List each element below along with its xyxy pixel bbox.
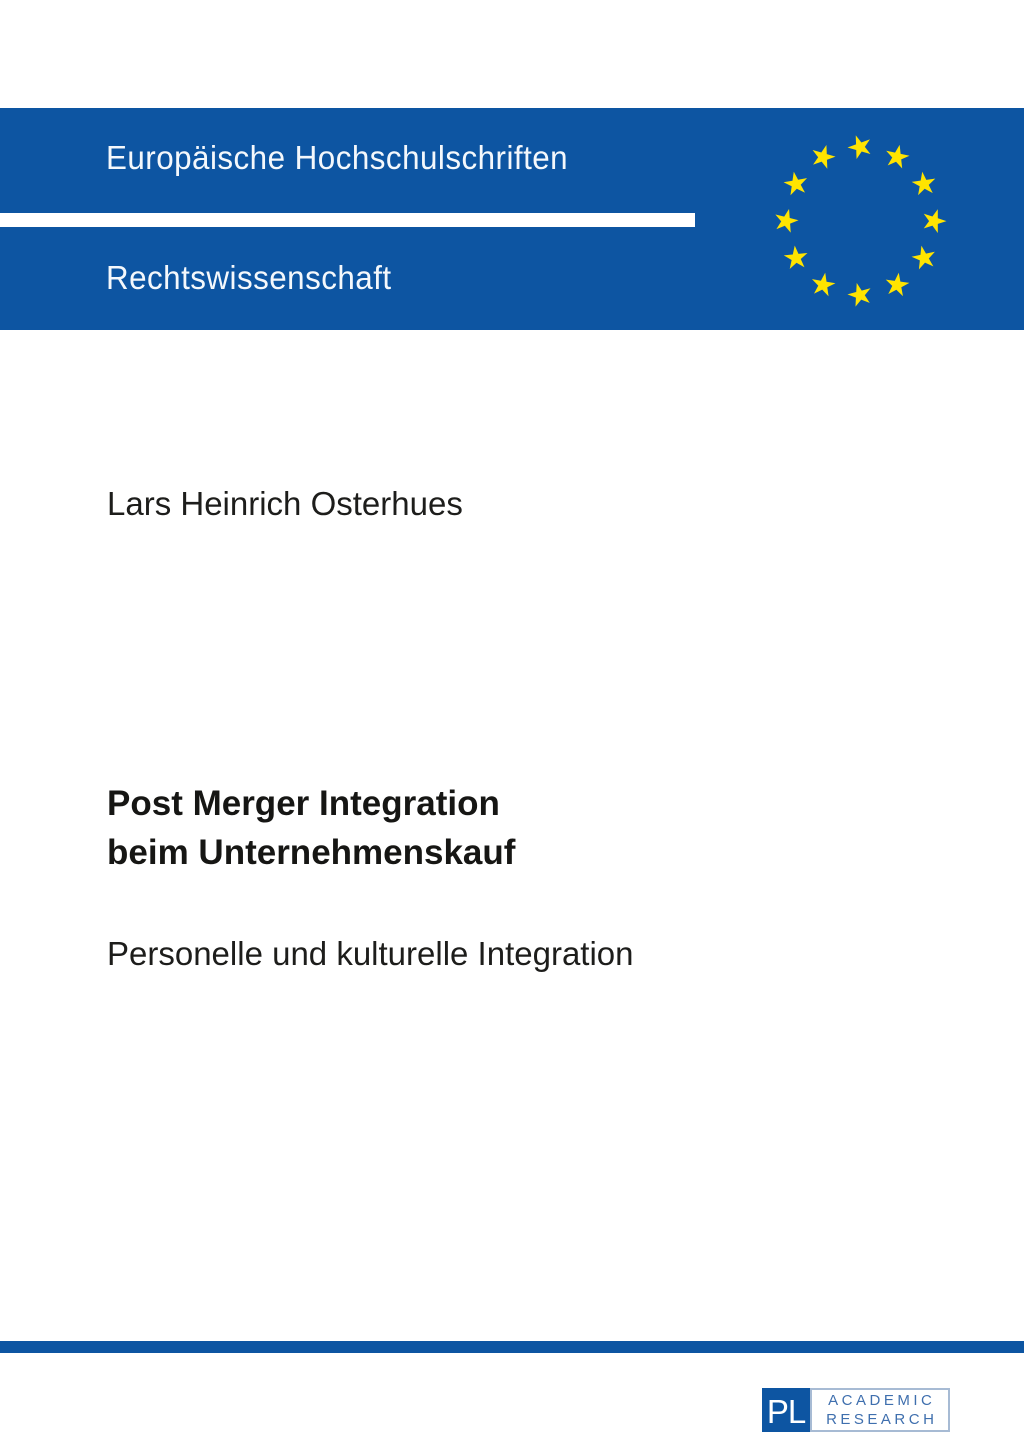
publisher-monogram-square — [762, 1388, 810, 1432]
author-name: Lars Heinrich Osterhues — [107, 485, 463, 522]
book-title — [107, 779, 515, 877]
publisher-wordmark-line2: RESEARCH — [826, 1411, 938, 1428]
publisher-wordmark-box — [810, 1388, 950, 1432]
footer-rule — [0, 1341, 1024, 1353]
publisher-monogram: PL — [766, 1393, 806, 1430]
series-title: Europäische Hochschulschriften — [106, 139, 569, 176]
publisher-logo — [762, 1388, 950, 1432]
publisher-wordmark-line1: ACADEMIC — [828, 1392, 936, 1409]
series-subject: Rechtswissenschaft — [106, 259, 392, 296]
series-divider-rule — [0, 213, 695, 227]
book-title-line2: beim Unternehmenskauf — [107, 833, 516, 872]
book-title-line1: Post Merger Integration — [107, 784, 500, 823]
book-subtitle: Personelle und kulturelle Integration — [107, 935, 634, 972]
